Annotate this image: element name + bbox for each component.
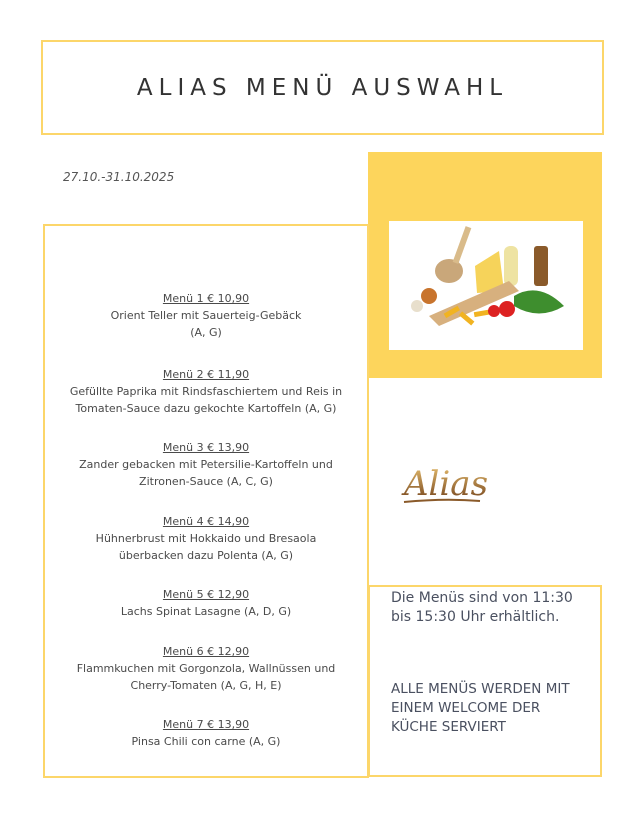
menu-description: Flammkuchen mit Gorgonzola, Wallnüssen und — [76, 662, 336, 675]
menu-item — [45, 366, 367, 417]
menu-heading: Menü 4 € 14,90 — [162, 515, 250, 528]
menu-item — [45, 513, 367, 564]
menu-item — [45, 643, 367, 694]
menu-item — [45, 290, 367, 341]
menu-heading: Menü 2 € 11,90 — [162, 368, 250, 381]
opening-hours: Die Menüs sind von 11:30 bis 15:30 Uhr erhältlich. — [391, 590, 573, 625]
menu-description: Gefüllte Paprika mit Rindsfaschiertem und Reis in — [69, 385, 343, 398]
ingredients-photo — [389, 221, 583, 350]
menu-heading: Menü 1 € 10,90 — [162, 292, 250, 305]
menu-description: Zitronen-Sauce (A, C, G) — [139, 475, 273, 488]
menu-description: überbacken dazu Polenta (A, G) — [118, 549, 294, 562]
menu-description: Pinsa Chili con carne (A, G) — [131, 735, 281, 748]
menu-heading: Menü 5 € 12,90 — [162, 588, 250, 601]
yellow-panel — [368, 152, 602, 378]
menu-description: Hühnerbrust mit Hokkaido und Bresaola — [95, 532, 317, 545]
menu-heading: Menü 3 € 13,90 — [162, 441, 250, 454]
menu-heading: Menü 6 € 12,90 — [162, 645, 250, 658]
menu-item — [45, 586, 367, 620]
alias-logo — [400, 455, 490, 515]
menu-description: Orient Teller mit Sauerteig-Gebäck — [110, 309, 302, 322]
menu-item — [45, 439, 367, 490]
page-title: ALIAS MENÜ AUSWAHL — [136, 74, 509, 101]
title-box — [41, 40, 604, 135]
menu-description: Zander gebacken mit Petersilie-Kartoffeln und — [79, 458, 333, 471]
welcome-note: ALLE MENÜS WERDEN MIT EINEM WELCOME DER KÜCHE SERVIERT — [391, 681, 570, 735]
date-range: 27.10.-31.10.2025 — [63, 170, 175, 184]
menu-description: Cherry-Tomaten (A, G, H, E) — [130, 679, 282, 692]
menu-list — [43, 224, 369, 778]
menu-item — [45, 716, 367, 750]
menu-description: Lachs Spinat Lasagne (A, D, G) — [120, 605, 292, 618]
svg-text:Alias: Alias — [404, 464, 489, 504]
info-box — [368, 585, 602, 777]
menu-heading: Menü 7 € 13,90 — [162, 718, 250, 731]
menu-description: Tomaten-Sauce dazu gekochte Kartoffeln (A, G) — [75, 402, 337, 415]
menu-allergens: (A, G) — [190, 326, 222, 339]
